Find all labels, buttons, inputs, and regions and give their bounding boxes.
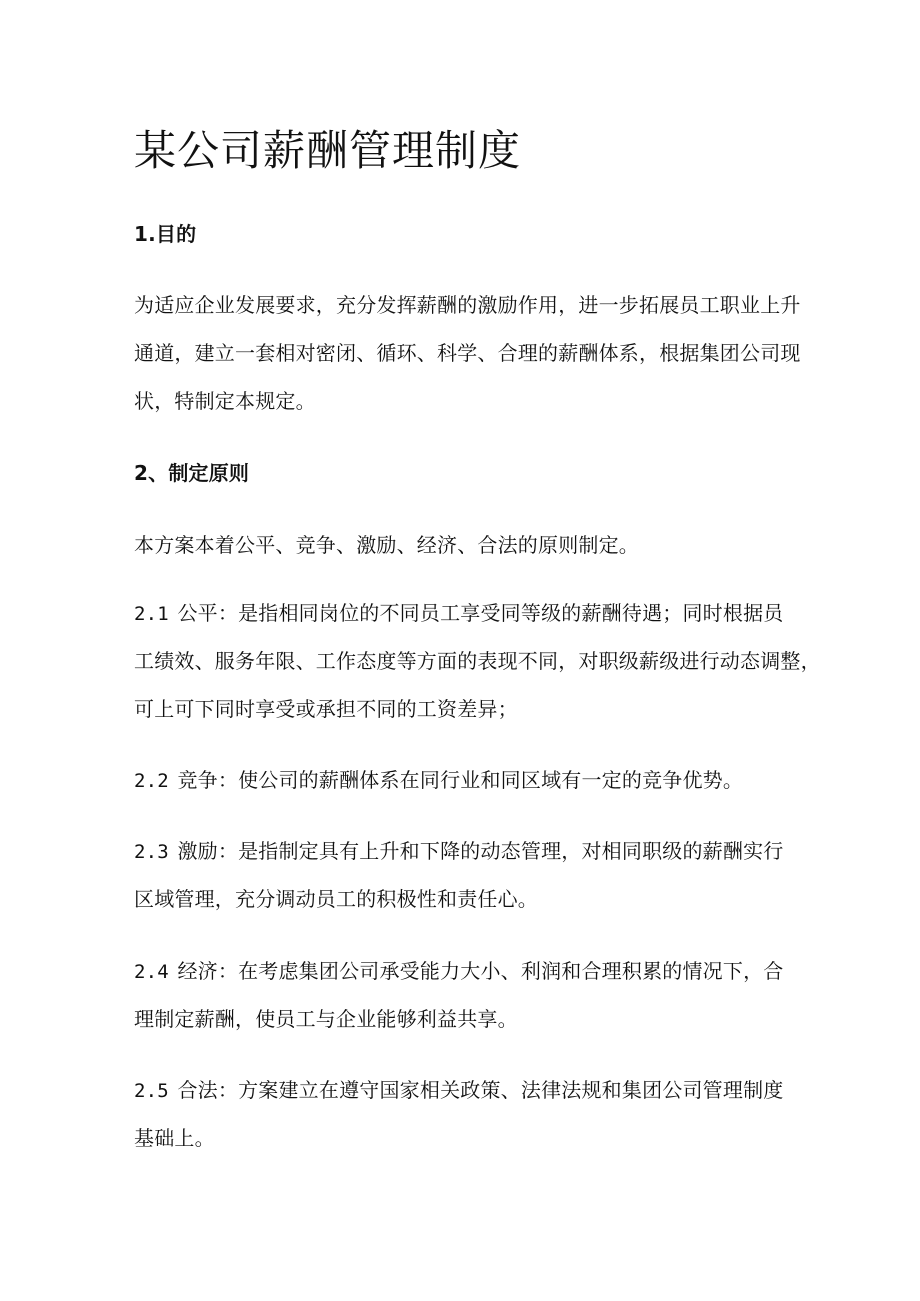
principle-line xyxy=(134,827,788,875)
principle-number: 2.4 xyxy=(134,961,169,983)
principle-line: 基础上。 xyxy=(134,1126,215,1150)
paragraph-line: 通道，建立一套相对密闭、循环、科学、合理的薪酬体系，根据集团公司现 xyxy=(134,341,801,365)
principle-line: 理制定薪酬，使员工与企业能够利益共享。 xyxy=(134,1007,518,1031)
principle-text: 经济：在考虑集团公司承受能力大小、利润和合理积累的情况下，合 xyxy=(177,959,784,983)
principle-item-2-4 xyxy=(134,947,788,1043)
section-2-intro xyxy=(134,521,788,569)
section-1-heading: 1.目的 xyxy=(134,222,197,246)
section-2-heading: 2、制定原则 xyxy=(134,461,250,485)
principle-number: 2.2 xyxy=(134,770,169,792)
principle-line xyxy=(134,589,788,637)
principle-line xyxy=(134,947,788,995)
principle-line xyxy=(134,756,788,804)
paragraph-line: 为适应企业发展要求，充分发挥薪酬的激励作用，进一步拓展员工职业上升 xyxy=(134,293,801,317)
principle-line: 区域管理，充分调动员工的积极性和责任心。 xyxy=(134,887,538,911)
principle-line xyxy=(134,1066,788,1114)
principle-text: 公平：是指相同岗位的不同员工享受同等级的薪酬待遇；同时根据员 xyxy=(177,601,784,625)
principle-item-2-2 xyxy=(134,756,788,804)
paragraph-line: 状，特制定本规定。 xyxy=(134,389,316,413)
paragraph-line: 本方案本着公平、竞争、激励、经济、合法的原则制定。 xyxy=(134,533,639,557)
principle-line: 工绩效、服务年限、工作态度等方面的表现不同，对职级薪级进行动态调整， xyxy=(134,649,821,673)
document-title: 某公司薪酬管理制度 xyxy=(134,126,522,175)
principle-number: 2.3 xyxy=(134,841,169,863)
principle-text: 合法：方案建立在遵守国家相关政策、法律法规和集团公司管理制度 xyxy=(177,1078,784,1102)
principle-text: 竞争：使公司的薪酬体系在同行业和同区域有一定的竞争优势。 xyxy=(177,768,744,792)
principle-number: 2.1 xyxy=(134,603,169,625)
principle-item-2-5 xyxy=(134,1066,788,1162)
principle-line: 可上可下同时享受或承担不同的工资差异； xyxy=(134,697,518,721)
principle-number: 2.5 xyxy=(134,1080,169,1102)
principle-item-2-3 xyxy=(134,827,788,923)
principle-item-2-1 xyxy=(134,589,821,733)
principle-text: 激励：是指制定具有上升和下降的动态管理，对相同职级的薪酬实行 xyxy=(177,839,784,863)
section-1-paragraph xyxy=(134,281,801,425)
